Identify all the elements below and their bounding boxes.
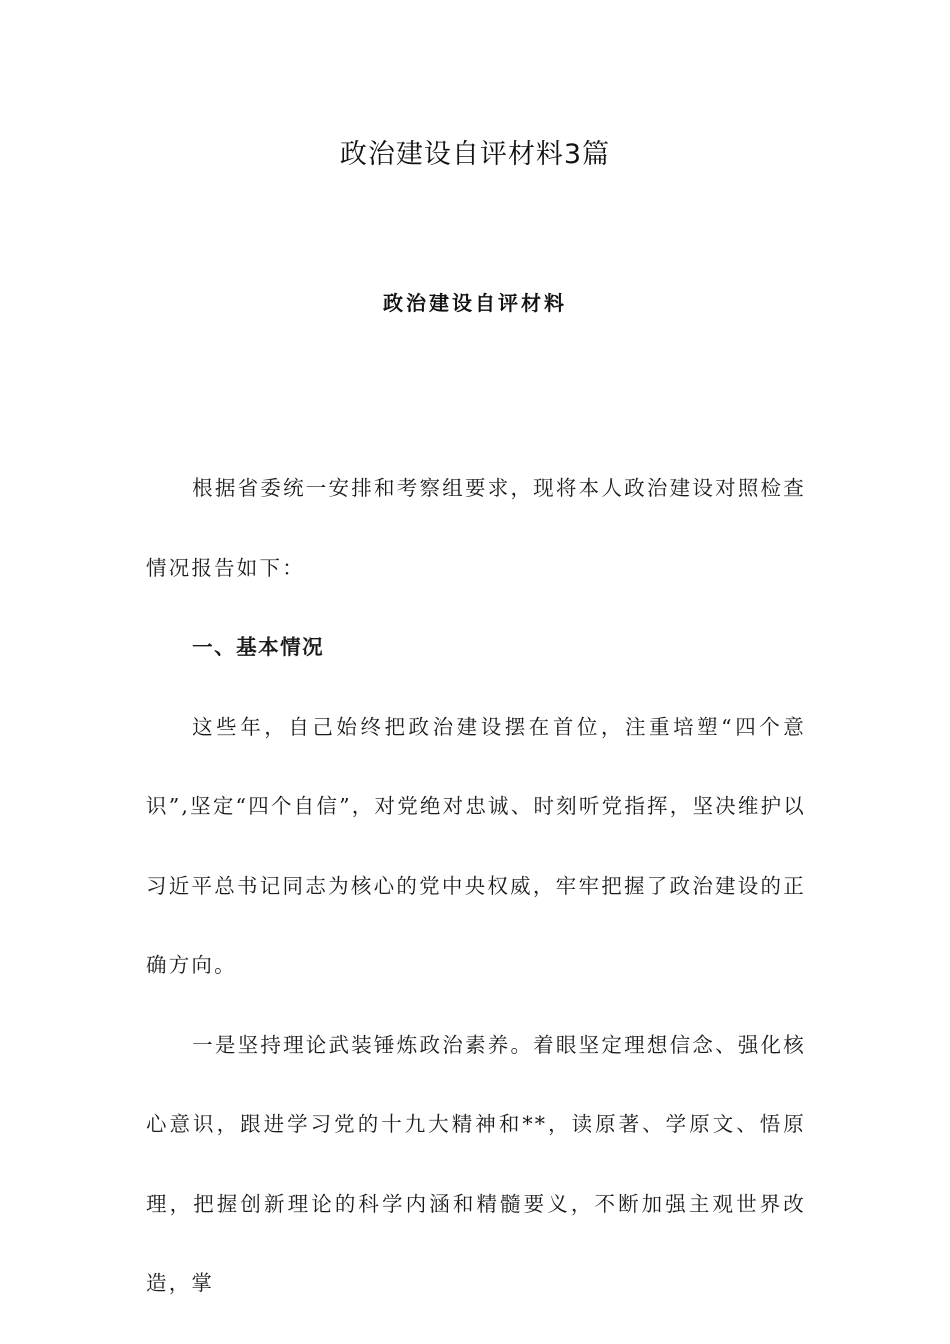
intro-paragraph: 根据省委统一安排和考察组要求，现将本人政治建设对照检查情况报告如下： [146,476,806,580]
document-subtitle: 政治建设自评材料 [383,291,567,315]
section-heading-basic-situation: 一、基本情况 [192,635,325,659]
body-paragraph: 这些年，自己始终把政治建设摆在首位，注重培塑“四个意识”,坚定“四个自信”，对党绝对忠诚、时刻听党指挥，坚决维护以习近平总书记同志为核心的党中央权威，牢牢把握了政治建设的正确方向。 [146,714,806,977]
document-body [146,449,806,1324]
document-title: 政治建设自评材料3篇 [339,139,611,170]
body-paragraph: 一是坚持理论武装锤炼政治素养。着眼坚定理想信念、强化核心意识，跟进学习党的十九大精神和**，读原著、学原文、悟原理，把握创新理论的科学内涵和精髓要义，不断加强主观世界改造，掌 [146,1032,806,1295]
